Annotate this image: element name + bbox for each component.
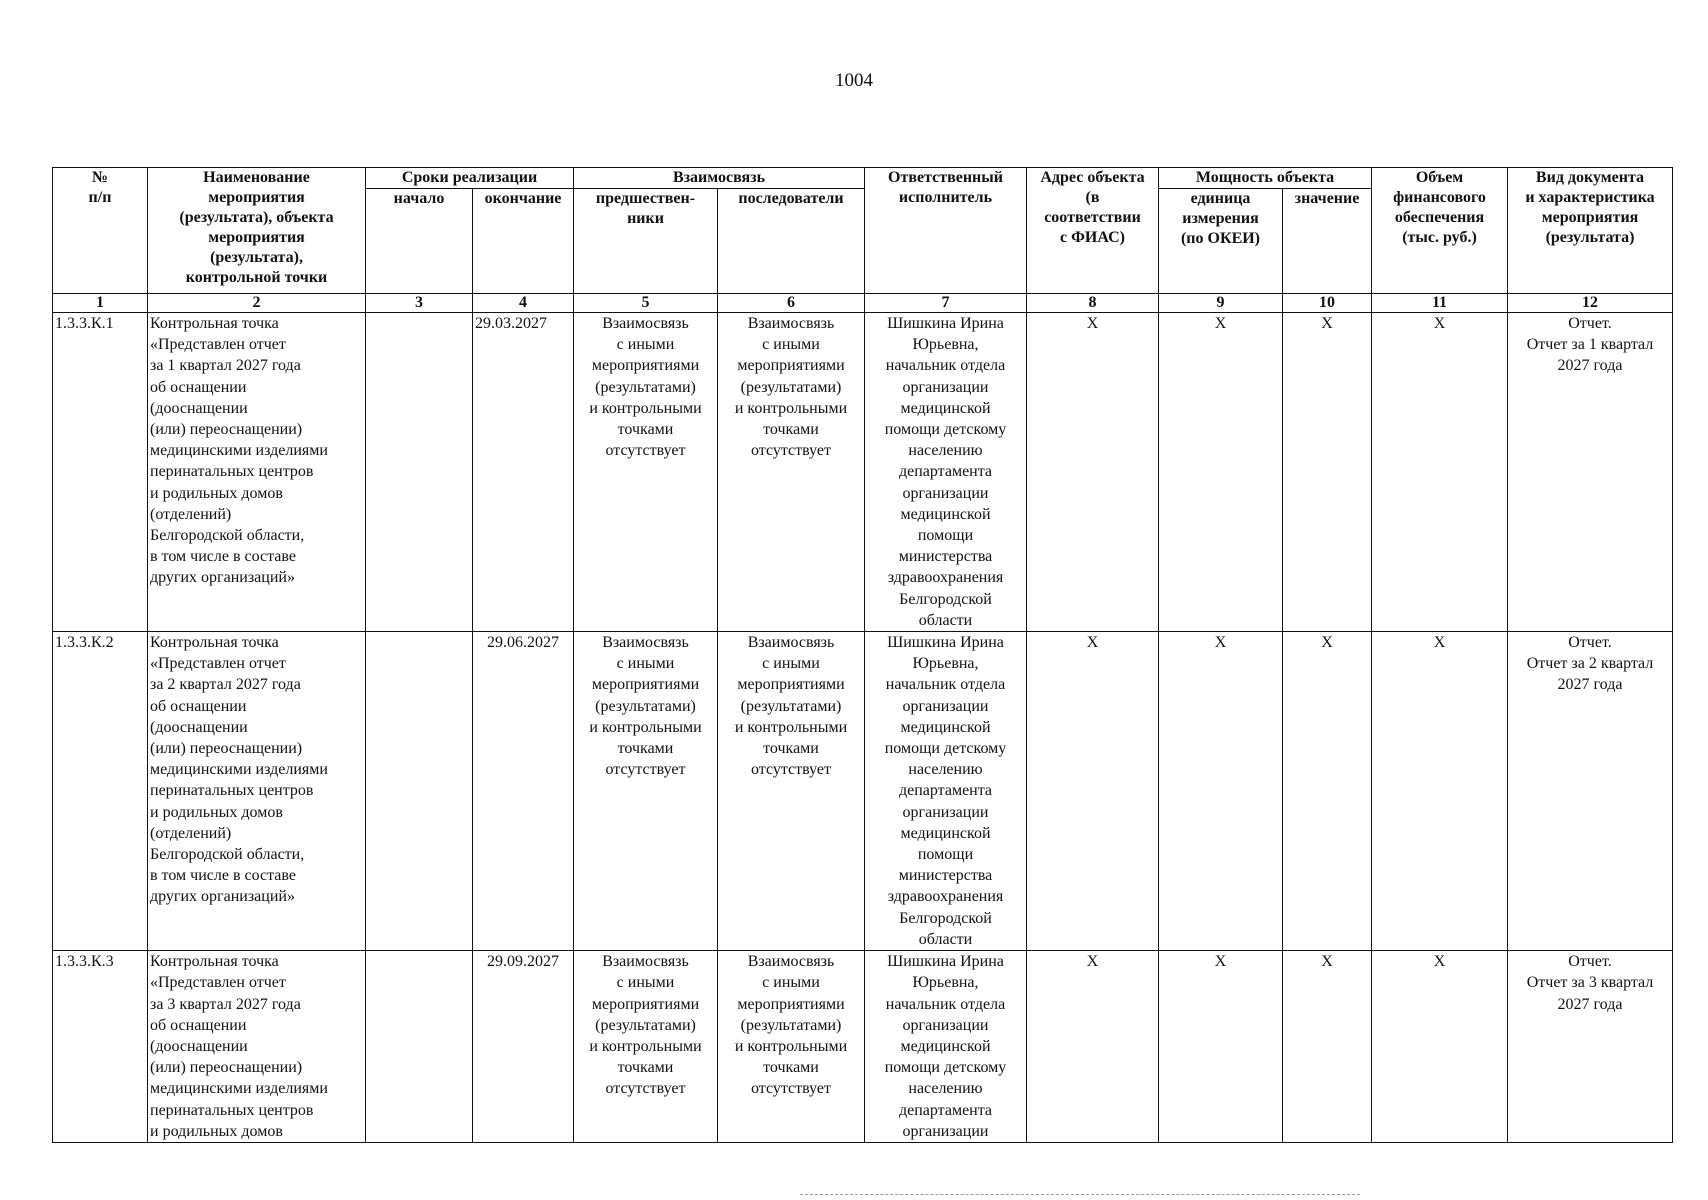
column-number: 6: [718, 294, 865, 313]
row-start: [366, 313, 473, 632]
row-unit: X: [1159, 951, 1283, 1143]
column-number: 5: [574, 294, 718, 313]
row-start: [366, 632, 473, 951]
column-number: 12: [1508, 294, 1673, 313]
row-responsible: Шишкина Ирина Юрьевна, начальник отдела организации медицинской помощи детскому населению департамента организации медицинской помощи министерства здравоохранения Белгородской области: [865, 632, 1027, 951]
table-row: [53, 951, 1673, 1143]
column-number: 4: [473, 294, 574, 313]
column-number: 3: [366, 294, 473, 313]
header-power-group: Мощность объекта: [1159, 168, 1372, 189]
header-end: окончание: [473, 189, 574, 294]
row-successors: Взаимосвязь с иными мероприятиями (результатами) и контрольными точками отсутствует: [718, 951, 865, 1143]
row-predecessors: Взаимосвязь с иными мероприятиями (результатами) и контрольными точками отсутствует: [574, 951, 718, 1143]
header-start: начало: [366, 189, 473, 294]
row-value: X: [1283, 951, 1372, 1143]
row-end: 29.09.2027: [473, 951, 574, 1143]
column-number: 11: [1372, 294, 1508, 313]
header-successors: последователи: [718, 189, 865, 294]
header-address: Адрес объекта (в соответствии с ФИАС): [1027, 168, 1159, 294]
header-link-group: Взаимосвязь: [574, 168, 865, 189]
row-predecessors: Взаимосвязь с иными мероприятиями (результатами) и контрольными точками отсутствует: [574, 632, 718, 951]
row-name: Контрольная точка «Представлен отчет за 1 квартал 2027 года об оснащении (дооснащении (или) переоснащении) медицинскими изделиями перинатальных центров и родильных домов (отделений) Белгородской области, в том числе в составе других организаций»: [148, 313, 366, 632]
column-number: 10: [1283, 294, 1372, 313]
plan-table: [52, 167, 1673, 1143]
row-unit: X: [1159, 632, 1283, 951]
column-number-row: [53, 294, 1673, 313]
row-name: Контрольная точка «Представлен отчет за 2 квартал 2027 года об оснащении (дооснащении (или) переоснащении) медицинскими изделиями перинатальных центров и родильных домов (отделений) Белгородской области, в том числе в составе других организаций»: [148, 632, 366, 951]
row-value: X: [1283, 632, 1372, 951]
header-name: Наименование мероприятия (результата), объекта мероприятия (результата), контрольной точки: [148, 168, 366, 294]
row-finance: X: [1372, 951, 1508, 1143]
table-row: [53, 632, 1673, 951]
row-successors: Взаимосвязь с иными мероприятиями (результатами) и контрольными точками отсутствует: [718, 632, 865, 951]
row-document: Отчет. Отчет за 2 квартал 2027 года: [1508, 632, 1673, 951]
row-address: X: [1027, 632, 1159, 951]
table-row: [53, 313, 1673, 632]
row-responsible: Шишкина Ирина Юрьевна, начальник отдела организации медицинской помощи детскому населению департамента организации: [865, 951, 1027, 1143]
column-number: 7: [865, 294, 1027, 313]
row-responsible: Шишкина Ирина Юрьевна, начальник отдела организации медицинской помощи детскому населению департамента организации медицинской помощи министерства здравоохранения Белгородской области: [865, 313, 1027, 632]
row-predecessors: Взаимосвязь с иными мероприятиями (результатами) и контрольными точками отсутствует: [574, 313, 718, 632]
row-id: 1.3.3.К.3: [53, 951, 148, 1143]
row-document: Отчет. Отчет за 3 квартал 2027 года: [1508, 951, 1673, 1143]
row-value: X: [1283, 313, 1372, 632]
row-id: 1.3.3.К.2: [53, 632, 148, 951]
row-id: 1.3.3.К.1: [53, 313, 148, 632]
row-address: X: [1027, 313, 1159, 632]
row-end: 29.06.2027: [473, 632, 574, 951]
row-document: Отчет. Отчет за 1 квартал 2027 года: [1508, 313, 1673, 632]
scan-footer-line: [800, 1194, 1360, 1195]
header-predecessors: предшествен- ники: [574, 189, 718, 294]
header-finance: Объем финансового обеспечения (тыс. руб.): [1372, 168, 1508, 294]
column-number: 9: [1159, 294, 1283, 313]
header-row-1: [53, 168, 1673, 189]
column-number: 2: [148, 294, 366, 313]
row-address: X: [1027, 951, 1159, 1143]
row-name: Контрольная точка «Представлен отчет за 3 квартал 2027 года об оснащении (дооснащении (или) переоснащении) медицинскими изделиями перинатальных центров и родильных домов: [148, 951, 366, 1143]
row-successors: Взаимосвязь с иными мероприятиями (результатами) и контрольными точками отсутствует: [718, 313, 865, 632]
header-document: Вид документа и характеристика мероприятия (результата): [1508, 168, 1673, 294]
row-start: [366, 951, 473, 1143]
header-unit: единица измерения (по ОКЕИ): [1159, 189, 1283, 294]
column-number: 1: [53, 294, 148, 313]
page-number: 1004: [835, 70, 873, 91]
header-no: № п/п: [53, 168, 148, 294]
row-finance: X: [1372, 632, 1508, 951]
header-responsible: Ответственный исполнитель: [865, 168, 1027, 294]
column-number: 8: [1027, 294, 1159, 313]
row-finance: X: [1372, 313, 1508, 632]
header-value: значение: [1283, 189, 1372, 294]
row-end: 29.03.2027: [473, 313, 574, 632]
header-terms-group: Сроки реализации: [366, 168, 574, 189]
row-unit: X: [1159, 313, 1283, 632]
